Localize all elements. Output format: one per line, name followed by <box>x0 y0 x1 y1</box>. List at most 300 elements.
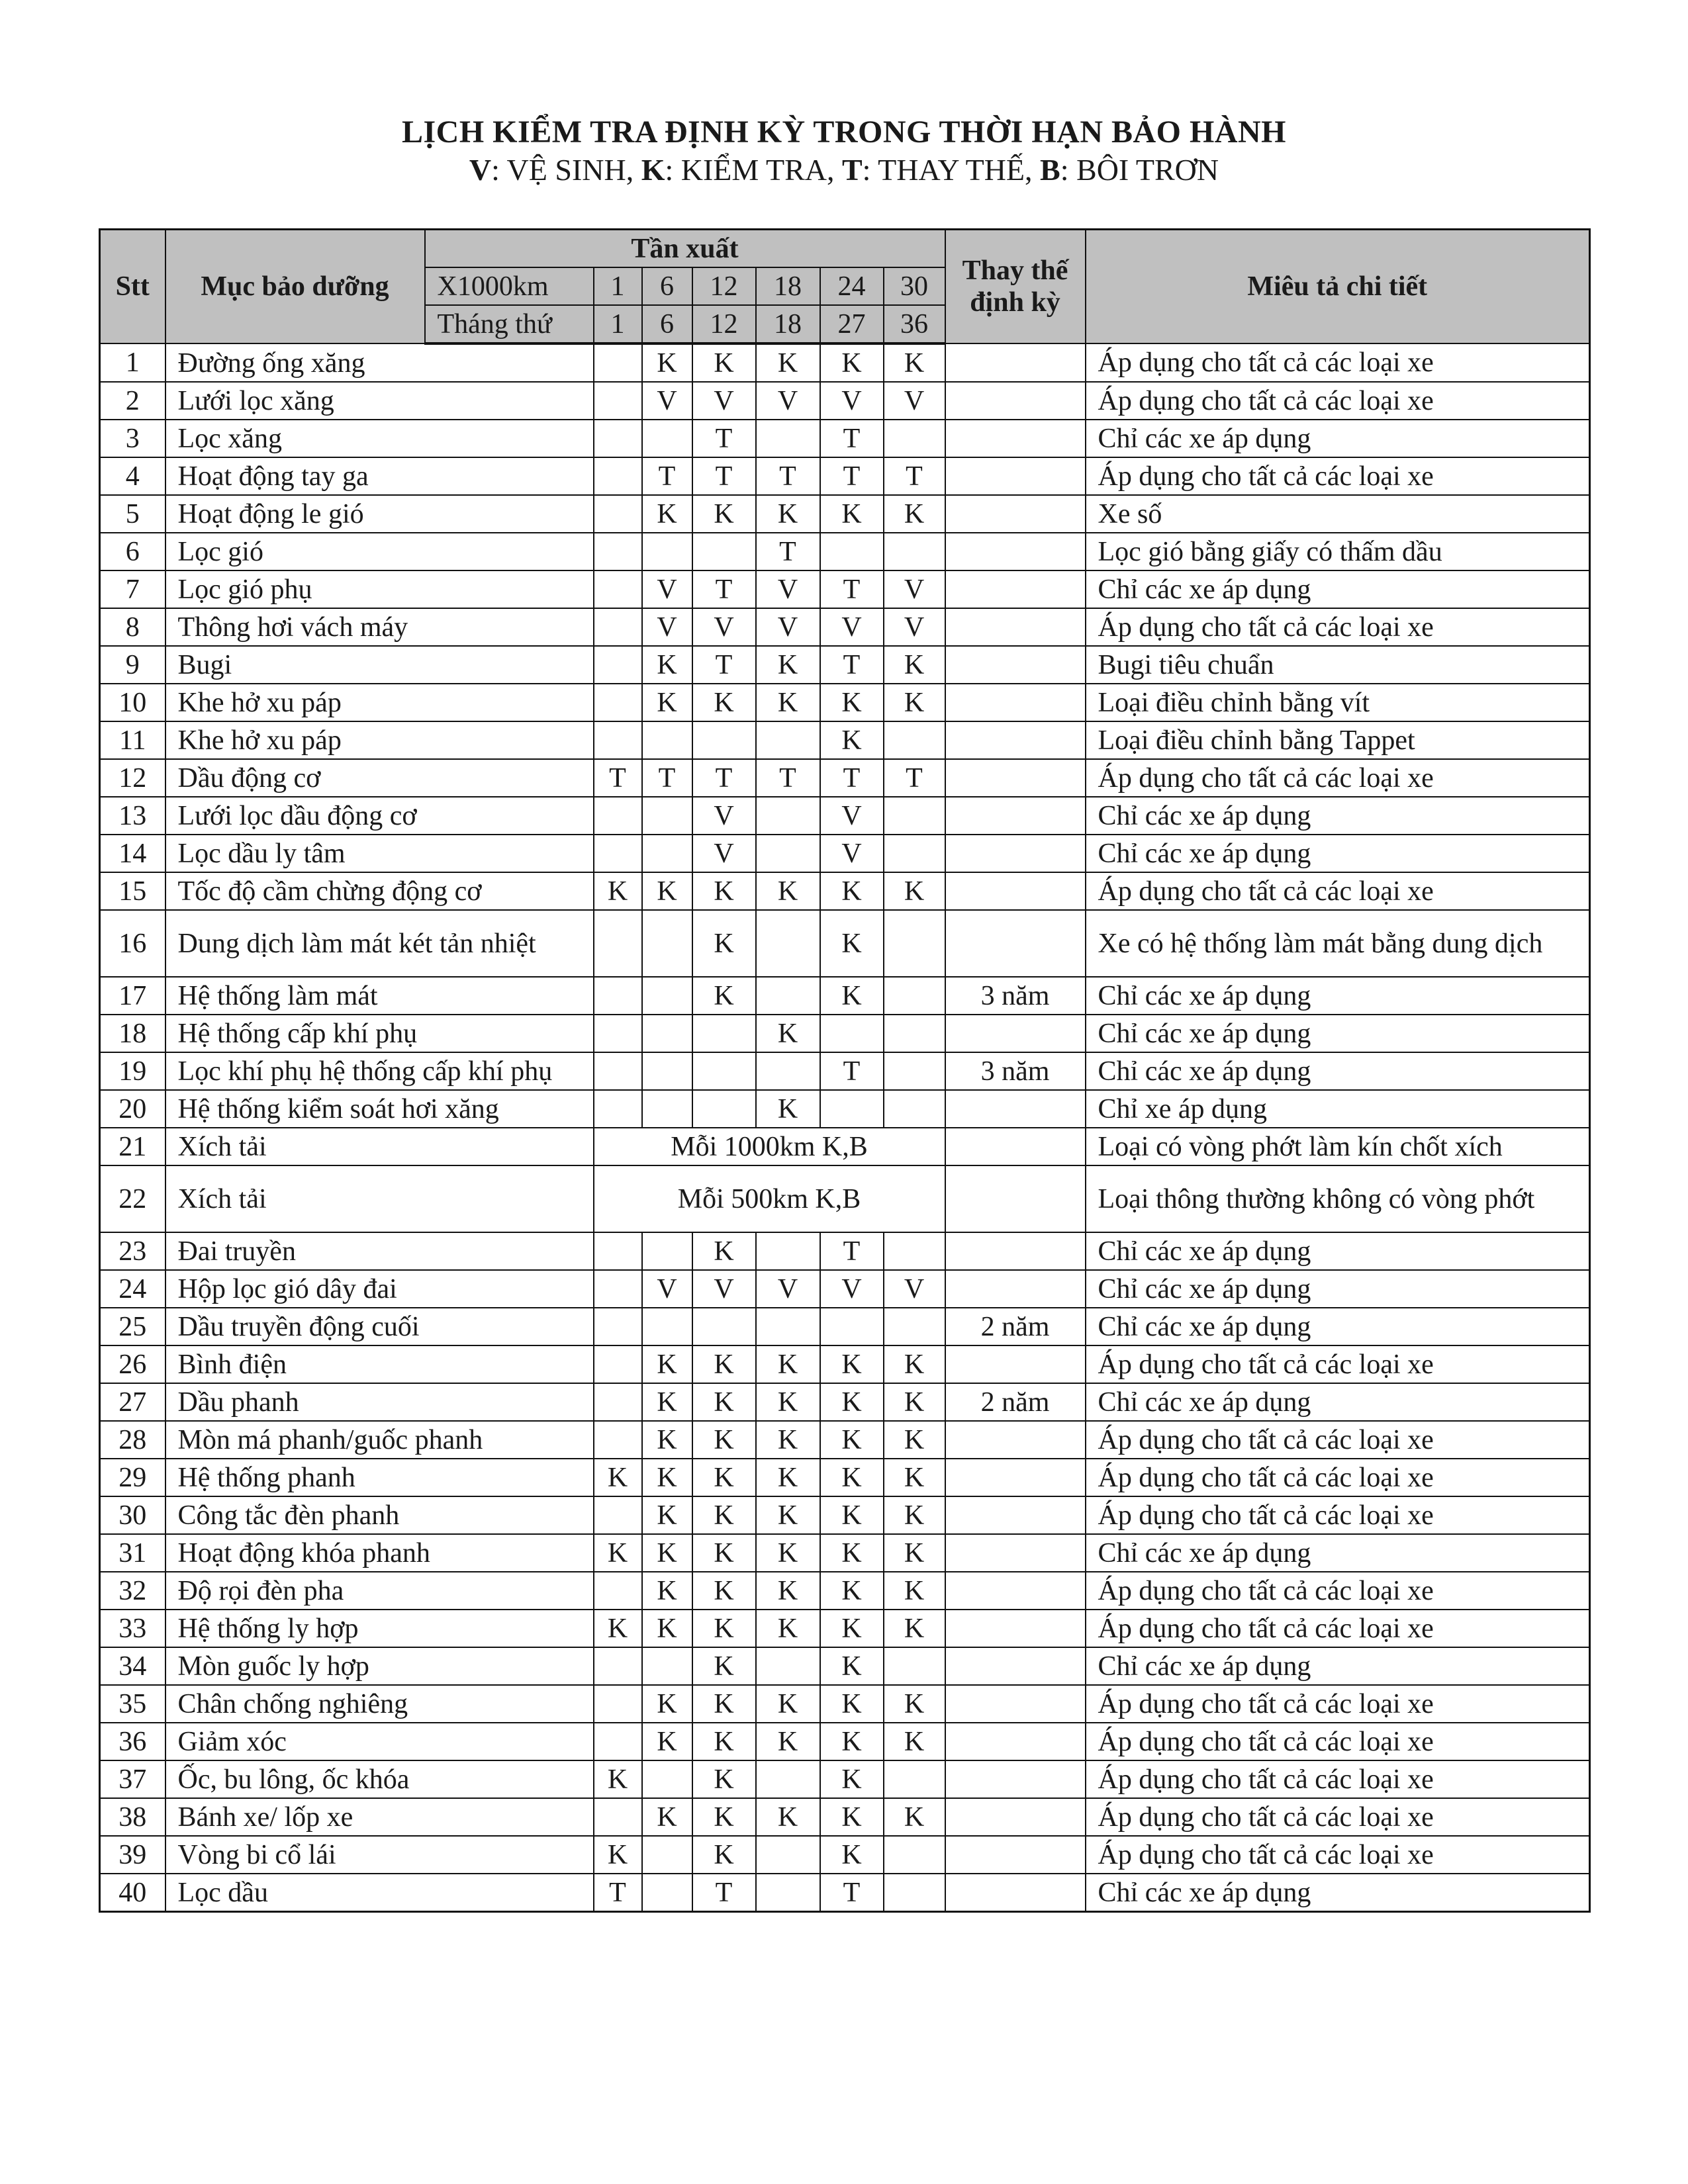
row-frequency-cell: K <box>820 872 884 910</box>
row-frequency-cell <box>594 797 642 835</box>
row-frequency-cell <box>884 977 945 1015</box>
row-stt: 6 <box>100 533 165 570</box>
row-stt: 28 <box>100 1421 165 1459</box>
row-frequency-cell: K <box>642 1459 692 1496</box>
row-frequency-cell: T <box>820 1052 884 1090</box>
row-frequency-cell: T <box>884 457 945 495</box>
table-row <box>100 1421 1590 1459</box>
row-item: Chân chống nghiêng <box>165 1685 594 1723</box>
legend-code: K <box>641 153 665 187</box>
row-stt: 5 <box>100 495 165 533</box>
row-stt: 39 <box>100 1836 165 1874</box>
row-frequency-cell <box>594 1383 642 1421</box>
row-frequency-cell <box>756 977 820 1015</box>
row-frequency-cell: K <box>692 1383 756 1421</box>
row-periodic <box>945 1165 1086 1232</box>
row-frequency-cell: K <box>642 1685 692 1723</box>
row-item: Lọc xăng <box>165 420 594 457</box>
row-frequency-cell: K <box>756 646 820 684</box>
header-km-value: 24 <box>820 267 884 305</box>
row-item: Xích tải <box>165 1128 594 1165</box>
row-frequency-cell: T <box>820 1874 884 1912</box>
header-periodic: Thay thế định kỳ <box>945 230 1086 344</box>
row-frequency-cell <box>642 1760 692 1798</box>
row-frequency-cell: K <box>820 910 884 977</box>
row-frequency-cell <box>884 533 945 570</box>
row-frequency-cell: V <box>820 1270 884 1308</box>
row-periodic <box>945 1015 1086 1052</box>
row-frequency-cell: K <box>884 1572 945 1610</box>
row-description: Chỉ các xe áp dụng <box>1086 797 1590 835</box>
row-frequency-cell: T <box>692 420 756 457</box>
row-frequency-cell: T <box>642 759 692 797</box>
row-frequency-cell: V <box>642 608 692 646</box>
row-item: Bugi <box>165 646 594 684</box>
row-frequency-cell: K <box>692 1836 756 1874</box>
row-periodic: 3 năm <box>945 1052 1086 1090</box>
row-frequency-cell: T <box>820 420 884 457</box>
row-item: Xích tải <box>165 1165 594 1232</box>
row-frequency-cell: K <box>692 1534 756 1572</box>
row-description: Lọc gió bằng giấy có thấm dầu <box>1086 533 1590 570</box>
row-description: Xe số <box>1086 495 1590 533</box>
row-frequency-span: Mỗi 500km K,B <box>594 1165 945 1232</box>
row-frequency-cell <box>820 1090 884 1128</box>
row-frequency-cell <box>594 1572 642 1610</box>
row-stt: 25 <box>100 1308 165 1345</box>
table-row <box>100 1015 1590 1052</box>
row-periodic <box>945 759 1086 797</box>
row-description: Chỉ các xe áp dụng <box>1086 1308 1590 1345</box>
row-frequency-cell: K <box>692 1647 756 1685</box>
row-frequency-cell: K <box>820 684 884 721</box>
row-frequency-cell: K <box>884 1383 945 1421</box>
table-row <box>100 1798 1590 1836</box>
row-frequency-cell <box>594 1015 642 1052</box>
row-frequency-cell: T <box>756 759 820 797</box>
row-periodic <box>945 721 1086 759</box>
row-description: Chỉ các xe áp dụng <box>1086 977 1590 1015</box>
row-frequency-cell: K <box>692 684 756 721</box>
row-stt: 10 <box>100 684 165 721</box>
row-frequency-cell: K <box>642 1572 692 1610</box>
row-frequency-cell <box>594 910 642 977</box>
row-item: Khe hở xu páp <box>165 721 594 759</box>
row-frequency-cell <box>884 1052 945 1090</box>
row-item: Lưới lọc xăng <box>165 382 594 420</box>
row-stt: 38 <box>100 1798 165 1836</box>
row-frequency-cell: K <box>692 1685 756 1723</box>
row-frequency-cell: K <box>756 1685 820 1723</box>
page-title: LỊCH KIỂM TRA ĐỊNH KỲ TRONG THỜI HẠN BẢO HÀNH <box>401 114 1287 150</box>
row-frequency-cell: V <box>692 797 756 835</box>
row-frequency-cell <box>884 1090 945 1128</box>
row-frequency-cell: K <box>884 1496 945 1534</box>
row-description: Áp dụng cho tất cả các loại xe <box>1086 1421 1590 1459</box>
row-frequency-cell: K <box>692 1610 756 1647</box>
header-month-value: 1 <box>594 305 642 343</box>
row-description: Loại thông thường không có vòng phớt <box>1086 1165 1590 1232</box>
row-frequency-cell: K <box>756 872 820 910</box>
row-frequency-cell: T <box>820 759 884 797</box>
row-description: Áp dụng cho tất cả các loại xe <box>1086 457 1590 495</box>
row-frequency-cell <box>756 797 820 835</box>
row-periodic: 2 năm <box>945 1383 1086 1421</box>
row-frequency-cell: K <box>642 1534 692 1572</box>
row-frequency-cell: K <box>692 1421 756 1459</box>
row-item: Lưới lọc dầu động cơ <box>165 797 594 835</box>
row-frequency-cell: V <box>884 1270 945 1308</box>
row-frequency-cell: K <box>756 1798 820 1836</box>
row-description: Chỉ các xe áp dụng <box>1086 1647 1590 1685</box>
legend-text: : KIỂM TRA, <box>665 153 842 187</box>
row-frequency-cell <box>884 1232 945 1270</box>
row-periodic <box>945 1685 1086 1723</box>
table-row <box>100 1459 1590 1496</box>
row-frequency-cell: V <box>756 382 820 420</box>
row-periodic <box>945 533 1086 570</box>
row-item: Đai truyền <box>165 1232 594 1270</box>
row-periodic <box>945 1836 1086 1874</box>
row-frequency-cell <box>594 420 642 457</box>
row-periodic <box>945 835 1086 872</box>
row-frequency-cell: V <box>884 382 945 420</box>
row-frequency-cell <box>594 1232 642 1270</box>
row-description: Chỉ các xe áp dụng <box>1086 1534 1590 1572</box>
row-frequency-cell: T <box>820 457 884 495</box>
table-row <box>100 1723 1590 1760</box>
row-stt: 3 <box>100 420 165 457</box>
row-item: Hệ thống cấp khí phụ <box>165 1015 594 1052</box>
table-row <box>100 1685 1590 1723</box>
row-item: Công tắc đèn phanh <box>165 1496 594 1534</box>
row-frequency-cell: K <box>820 495 884 533</box>
row-frequency-cell: K <box>692 1723 756 1760</box>
row-frequency-cell: K <box>692 495 756 533</box>
table-row <box>100 1308 1590 1345</box>
row-frequency-cell <box>884 1308 945 1345</box>
row-stt: 37 <box>100 1760 165 1798</box>
legend-code: T <box>841 153 863 187</box>
header-frequency: Tần xuất <box>425 230 945 268</box>
table-row <box>100 1534 1590 1572</box>
row-frequency-cell: V <box>692 1270 756 1308</box>
row-stt: 24 <box>100 1270 165 1308</box>
row-frequency-cell: K <box>756 1723 820 1760</box>
row-stt: 12 <box>100 759 165 797</box>
header-month-value: 18 <box>756 305 820 343</box>
legend-code: V <box>469 153 492 187</box>
row-frequency-cell: K <box>756 495 820 533</box>
row-stt: 33 <box>100 1610 165 1647</box>
row-frequency-cell: K <box>820 1496 884 1534</box>
row-stt: 18 <box>100 1015 165 1052</box>
row-frequency-cell: T <box>692 646 756 684</box>
row-frequency-cell <box>594 1798 642 1836</box>
row-frequency-cell <box>884 1647 945 1685</box>
table-row <box>100 835 1590 872</box>
row-frequency-cell <box>594 1421 642 1459</box>
row-frequency-cell: K <box>642 646 692 684</box>
row-item: Lọc dầu <box>165 1874 594 1912</box>
row-frequency-cell: K <box>594 1760 642 1798</box>
row-frequency-cell: K <box>820 1723 884 1760</box>
row-frequency-cell: K <box>884 1421 945 1459</box>
row-frequency-cell <box>594 835 642 872</box>
row-frequency-cell: V <box>692 608 756 646</box>
row-frequency-cell: K <box>642 1798 692 1836</box>
row-frequency-cell <box>884 420 945 457</box>
row-periodic <box>945 684 1086 721</box>
row-frequency-cell: K <box>756 684 820 721</box>
row-frequency-cell: K <box>820 1421 884 1459</box>
row-frequency-cell <box>594 1647 642 1685</box>
row-frequency-cell: K <box>692 1760 756 1798</box>
row-item: Hệ thống phanh <box>165 1459 594 1496</box>
row-frequency-cell: K <box>820 1572 884 1610</box>
header-km-value: 18 <box>756 267 820 305</box>
row-frequency-cell: T <box>692 1874 756 1912</box>
row-item: Dầu phanh <box>165 1383 594 1421</box>
row-frequency-cell: T <box>756 533 820 570</box>
row-frequency-cell: K <box>820 1459 884 1496</box>
row-frequency-cell: K <box>692 1345 756 1383</box>
table-row <box>100 872 1590 910</box>
row-description: Áp dụng cho tất cả các loại xe <box>1086 382 1590 420</box>
row-stt: 14 <box>100 835 165 872</box>
row-description: Chỉ các xe áp dụng <box>1086 420 1590 457</box>
row-stt: 29 <box>100 1459 165 1496</box>
table-row <box>100 759 1590 797</box>
table-row <box>100 1270 1590 1308</box>
row-frequency-cell: V <box>642 1270 692 1308</box>
row-description: Chỉ các xe áp dụng <box>1086 835 1590 872</box>
row-frequency-cell <box>642 1015 692 1052</box>
header-km-value: 12 <box>692 267 756 305</box>
row-frequency-cell: K <box>884 646 945 684</box>
table-row <box>100 1345 1590 1383</box>
row-frequency-cell: K <box>756 1610 820 1647</box>
row-stt: 32 <box>100 1572 165 1610</box>
row-frequency-cell <box>642 977 692 1015</box>
row-stt: 26 <box>100 1345 165 1383</box>
row-frequency-cell: K <box>642 1383 692 1421</box>
row-description: Áp dụng cho tất cả các loại xe <box>1086 1760 1590 1798</box>
row-frequency-cell: K <box>756 1421 820 1459</box>
table-row <box>100 977 1590 1015</box>
row-item: Lọc gió phụ <box>165 570 594 608</box>
row-frequency-cell: K <box>820 1345 884 1383</box>
row-frequency-cell <box>594 1723 642 1760</box>
row-frequency-cell: K <box>820 1836 884 1874</box>
header-km-value: 30 <box>884 267 945 305</box>
row-frequency-cell: K <box>884 1345 945 1383</box>
row-item: Lọc gió <box>165 533 594 570</box>
row-frequency-cell <box>594 1270 642 1308</box>
row-periodic <box>945 420 1086 457</box>
row-frequency-cell <box>642 797 692 835</box>
row-frequency-cell <box>820 533 884 570</box>
row-frequency-cell <box>884 1836 945 1874</box>
row-frequency-cell: V <box>692 835 756 872</box>
row-frequency-cell <box>884 797 945 835</box>
row-item: Tốc độ cầm chừng động cơ <box>165 872 594 910</box>
row-periodic <box>945 797 1086 835</box>
row-frequency-cell <box>692 721 756 759</box>
row-description: Áp dụng cho tất cả các loại xe <box>1086 872 1590 910</box>
row-stt: 21 <box>100 1128 165 1165</box>
row-stt: 13 <box>100 797 165 835</box>
row-frequency-cell <box>756 1647 820 1685</box>
row-periodic: 2 năm <box>945 1308 1086 1345</box>
row-description: Áp dụng cho tất cả các loại xe <box>1086 1572 1590 1610</box>
row-frequency-cell: K <box>820 1798 884 1836</box>
row-stt: 4 <box>100 457 165 495</box>
row-item: Ốc, bu lông, ốc khóa <box>165 1760 594 1798</box>
row-periodic <box>945 1572 1086 1610</box>
row-frequency-cell <box>642 1052 692 1090</box>
row-periodic <box>945 1270 1086 1308</box>
row-frequency-cell <box>642 1647 692 1685</box>
row-stt: 22 <box>100 1165 165 1232</box>
row-frequency-cell <box>594 570 642 608</box>
legend <box>0 152 1688 187</box>
row-description: Áp dụng cho tất cả các loại xe <box>1086 759 1590 797</box>
table-row <box>100 533 1590 570</box>
row-frequency-cell: T <box>756 457 820 495</box>
row-frequency-cell: T <box>594 1874 642 1912</box>
row-frequency-cell: T <box>820 570 884 608</box>
row-frequency-cell <box>594 977 642 1015</box>
row-frequency-cell: K <box>820 977 884 1015</box>
row-frequency-cell: K <box>820 1760 884 1798</box>
row-frequency-cell <box>884 1760 945 1798</box>
row-frequency-cell <box>642 1090 692 1128</box>
row-frequency-cell: K <box>884 684 945 721</box>
row-stt: 8 <box>100 608 165 646</box>
table-row <box>100 343 1590 382</box>
table-row <box>100 1836 1590 1874</box>
row-frequency-cell <box>756 420 820 457</box>
row-frequency-cell <box>642 1308 692 1345</box>
header-month-value: 36 <box>884 305 945 343</box>
row-frequency-cell: K <box>642 1496 692 1534</box>
header-month-value: 27 <box>820 305 884 343</box>
row-stt: 31 <box>100 1534 165 1572</box>
row-frequency-cell: V <box>884 608 945 646</box>
row-frequency-cell <box>756 1760 820 1798</box>
row-frequency-cell: K <box>884 1798 945 1836</box>
row-periodic <box>945 1459 1086 1496</box>
row-frequency-cell: K <box>884 495 945 533</box>
header-km-label: X1000km <box>425 267 594 305</box>
row-frequency-cell: K <box>756 1345 820 1383</box>
row-description: Loại có vòng phớt làm kín chốt xích <box>1086 1128 1590 1165</box>
row-frequency-cell <box>884 835 945 872</box>
row-item: Hệ thống kiểm soát hơi xăng <box>165 1090 594 1128</box>
row-frequency-cell: T <box>820 646 884 684</box>
row-description: Loại điều chỉnh bằng vít <box>1086 684 1590 721</box>
row-item: Hộp lọc gió dây đai <box>165 1270 594 1308</box>
row-frequency-cell <box>594 495 642 533</box>
row-frequency-cell: K <box>820 1383 884 1421</box>
row-frequency-cell <box>594 1090 642 1128</box>
row-periodic <box>945 1232 1086 1270</box>
table-row <box>100 1090 1590 1128</box>
row-frequency-cell: V <box>884 570 945 608</box>
header-km-value: 1 <box>594 267 642 305</box>
row-frequency-cell <box>594 343 642 382</box>
row-frequency-cell: K <box>756 1534 820 1572</box>
row-frequency-cell: V <box>820 382 884 420</box>
row-frequency-cell: K <box>594 1610 642 1647</box>
row-frequency-cell: V <box>756 1270 820 1308</box>
table-row <box>100 1052 1590 1090</box>
row-description: Áp dụng cho tất cả các loại xe <box>1086 1685 1590 1723</box>
row-frequency-cell: K <box>756 343 820 382</box>
table-row <box>100 684 1590 721</box>
row-frequency-cell <box>594 1308 642 1345</box>
row-periodic <box>945 382 1086 420</box>
row-frequency-cell <box>756 1874 820 1912</box>
legend-text: : BÔI TRƠN <box>1060 153 1219 187</box>
row-frequency-cell <box>594 382 642 420</box>
row-frequency-cell <box>756 835 820 872</box>
row-frequency-cell <box>642 910 692 977</box>
row-frequency-cell: K <box>756 1496 820 1534</box>
table-row <box>100 1647 1590 1685</box>
row-description: Áp dụng cho tất cả các loại xe <box>1086 608 1590 646</box>
row-description: Chỉ các xe áp dụng <box>1086 1015 1590 1052</box>
row-periodic <box>945 1090 1086 1128</box>
row-frequency-cell: T <box>642 457 692 495</box>
row-frequency-cell: K <box>756 1383 820 1421</box>
row-frequency-cell: K <box>692 1572 756 1610</box>
row-stt: 36 <box>100 1723 165 1760</box>
row-frequency-cell <box>594 1496 642 1534</box>
row-item: Hệ thống ly hợp <box>165 1610 594 1647</box>
row-frequency-cell <box>594 533 642 570</box>
row-item: Dung dịch làm mát két tản nhiệt <box>165 910 594 977</box>
row-frequency-cell <box>594 457 642 495</box>
row-frequency-cell <box>756 1052 820 1090</box>
row-frequency-cell <box>594 1052 642 1090</box>
row-frequency-cell <box>594 646 642 684</box>
row-frequency-cell <box>884 1015 945 1052</box>
row-description: Áp dụng cho tất cả các loại xe <box>1086 1496 1590 1534</box>
row-stt: 16 <box>100 910 165 977</box>
row-frequency-cell: K <box>594 872 642 910</box>
table-row <box>100 1760 1590 1798</box>
row-periodic <box>945 1723 1086 1760</box>
row-description: Áp dụng cho tất cả các loại xe <box>1086 1836 1590 1874</box>
row-stt: 7 <box>100 570 165 608</box>
row-frequency-cell <box>642 1836 692 1874</box>
row-frequency-cell: K <box>692 872 756 910</box>
row-frequency-cell: K <box>642 1723 692 1760</box>
row-frequency-cell: K <box>692 1459 756 1496</box>
row-frequency-cell: K <box>642 1610 692 1647</box>
legend-text: : VỆ SINH, <box>491 153 641 187</box>
row-periodic <box>945 1647 1086 1685</box>
table-row <box>100 910 1590 977</box>
row-frequency-cell: T <box>692 457 756 495</box>
row-description: Áp dụng cho tất cả các loại xe <box>1086 1610 1590 1647</box>
row-stt: 17 <box>100 977 165 1015</box>
row-item: Dầu truyền động cuối <box>165 1308 594 1345</box>
row-description: Chỉ xe áp dụng <box>1086 1090 1590 1128</box>
row-frequency-cell: K <box>884 1610 945 1647</box>
